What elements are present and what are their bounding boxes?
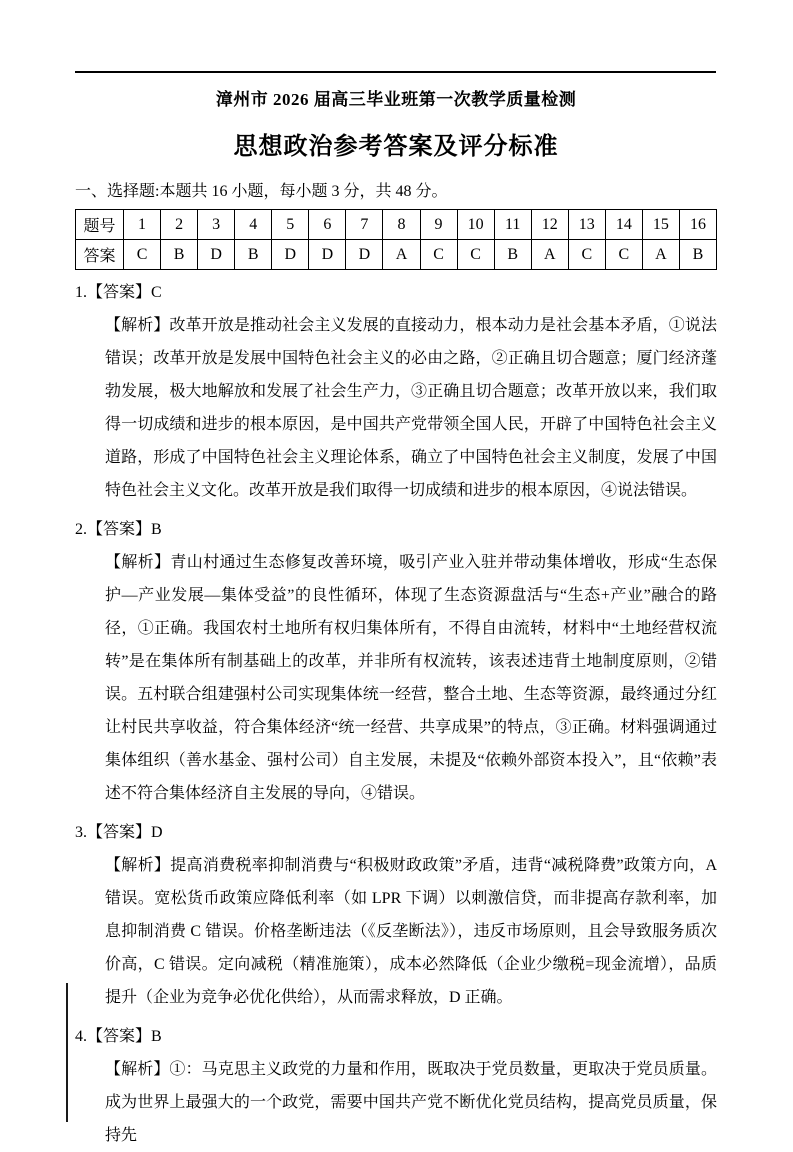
answer-cell: D bbox=[272, 240, 309, 270]
table-label-answer: 答案 bbox=[76, 240, 124, 270]
answer-item-4 bbox=[75, 1025, 717, 1152]
question-number-cell: 8 bbox=[383, 210, 420, 240]
item-2-answer: 【答案】B bbox=[87, 521, 162, 538]
question-number-cell: 7 bbox=[346, 210, 383, 240]
item-4-answer-line bbox=[75, 1025, 717, 1049]
answer-item-1 bbox=[75, 281, 717, 507]
answer-cell: B bbox=[235, 240, 272, 270]
answer-table bbox=[75, 209, 717, 270]
answer-cell: C bbox=[420, 240, 457, 270]
item-4-number: 4. bbox=[75, 1028, 87, 1045]
question-number-cell: 5 bbox=[272, 210, 309, 240]
question-number-cell: 9 bbox=[420, 210, 457, 240]
question-number-cell: 3 bbox=[198, 210, 235, 240]
question-number-cell: 12 bbox=[531, 210, 568, 240]
item-1-answer: 【答案】C bbox=[87, 284, 162, 301]
item-1-answer-line bbox=[75, 281, 717, 305]
section-heading: 一、选择题:本题共 16 小题，每小题 3 分，共 48 分。 bbox=[75, 183, 448, 200]
exam-header: 漳州市 2026 届高三毕业班第一次教学质量检测 bbox=[215, 90, 577, 109]
question-number-cell: 11 bbox=[494, 210, 531, 240]
answer-cell: B bbox=[161, 240, 198, 270]
item-1-number: 1. bbox=[75, 284, 87, 301]
answer-table-answer-row bbox=[76, 240, 717, 270]
answer-item-2 bbox=[75, 518, 717, 810]
question-number-cell: 10 bbox=[457, 210, 494, 240]
question-number-cell: 1 bbox=[124, 210, 161, 240]
item-4-analysis: 【解析】①：马克思主义政党的力量和作用，既取决于党员数量，更取决于党员质量。成为世界上最强大的一个政党，需要中国共产党不断优化党员结构，提高党员质量，保持先 bbox=[105, 1061, 717, 1144]
answer-item-3 bbox=[75, 821, 717, 1014]
item-3-number: 3. bbox=[75, 824, 87, 841]
table-label-question-number: 题号 bbox=[76, 210, 124, 240]
answer-cell: B bbox=[494, 240, 531, 270]
item-2-analysis: 【解析】青山村通过生态修复改善环境，吸引产业入驻并带动集体增收，形成“生态保护—产业发展—集体受益”的良性循环，体现了生态资源盘活与“生态+产业”融合的路径，①正确。我国农村土地所有权归集体所有，不得自由流转，材料中“土地经营权流转”是在集体所有制基础上的改革，并非所有权流转，该表述违背土地制度原则，②错误。五村联合组建强村公司实现集体统一经营，整合土地、生态等资源，最终通过分红让村民共享收益，符合集体经济“统一经营、共享成果”的特点，③正确。材料强调通过集体组织（善水基金、强村公司）自主发展，未提及“依赖外部资本投入”，且“依赖”表述不符合集体经济自主发展的导向，④错误。 bbox=[105, 554, 717, 802]
item-3-answer: 【答案】D bbox=[87, 824, 163, 841]
question-number-cell: 2 bbox=[161, 210, 198, 240]
answer-cell: C bbox=[605, 240, 642, 270]
item-3-analysis: 【解析】提高消费税率抑制消费与“积极财政政策”矛盾，违背“减税降费”政策方向，A 错误。宽松货币政策应降低利率（如 LPR 下调）以刺激信贷，而非提高存款利率，加息抑制消费 C 错误。价格垄断违法（《反垄断法》），违反市场原则，且会导致服务质次价高，C 错误。定向减税（精准施策），成本必然降低（企业少缴税=现金流增），品质提升（企业为竞争必优化供给），从而需求释放，D 正确。 bbox=[105, 857, 717, 1006]
answer-cell: D bbox=[346, 240, 383, 270]
answer-cell: A bbox=[383, 240, 420, 270]
item-1-analysis: 【解析】改革开放是推动社会主义发展的直接动力，根本动力是社会基本矛盾，①说法错误；改革开放是发展中国特色社会主义的必由之路，②正确且切合题意；厦门经济蓬勃发展，极大地解放和发展了社会生产力，③正确且切合题意；改革开放以来，我们取得一切成绩和进步的根本原因，是中国共产党带领全国人民，开辟了中国特色社会主义道路，形成了中国特色社会主义理论体系，确立了中国特色社会主义制度，发展了中国特色社会主义文化。改革开放是我们取得一切成绩和进步的根本原因，④说法错误。 bbox=[105, 317, 717, 499]
question-number-cell: 14 bbox=[605, 210, 642, 240]
answer-cell: C bbox=[124, 240, 161, 270]
question-number-cell: 13 bbox=[568, 210, 605, 240]
answer-cell: D bbox=[198, 240, 235, 270]
item-3-answer-line bbox=[75, 821, 717, 845]
document-content bbox=[75, 73, 717, 1152]
answer-cell: C bbox=[457, 240, 494, 270]
item-2-number: 2. bbox=[75, 521, 87, 538]
page-title: 思想政治参考答案及评分标准 bbox=[233, 134, 559, 160]
answer-cell: A bbox=[531, 240, 568, 270]
question-number-cell: 6 bbox=[309, 210, 346, 240]
answer-cell: D bbox=[309, 240, 346, 270]
answer-cell: C bbox=[568, 240, 605, 270]
answer-table-number-row bbox=[76, 210, 717, 240]
left-border-line bbox=[66, 983, 68, 1122]
question-number-cell: 4 bbox=[235, 210, 272, 240]
item-2-answer-line bbox=[75, 518, 717, 542]
answer-cell: A bbox=[642, 240, 679, 270]
question-number-cell: 15 bbox=[642, 210, 679, 240]
question-number-cell: 16 bbox=[679, 210, 716, 240]
item-4-answer: 【答案】B bbox=[87, 1028, 162, 1045]
answer-cell: B bbox=[679, 240, 716, 270]
answer-items bbox=[75, 281, 717, 1152]
